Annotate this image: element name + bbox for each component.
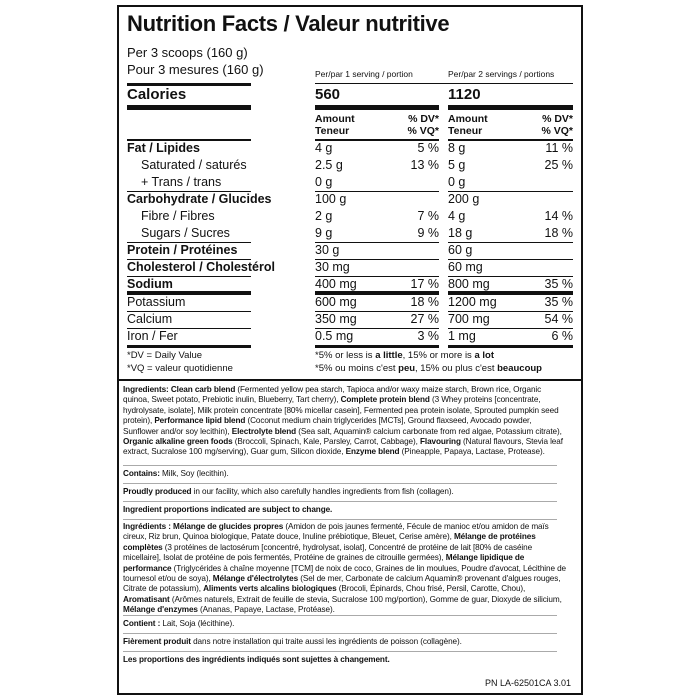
nutrient-label: Iron / Fer	[127, 329, 178, 343]
dv-1: 5 %	[417, 141, 439, 155]
nutrient-label: Fibre / Fibres	[141, 209, 215, 223]
amount-1: 2.5 g	[315, 158, 343, 172]
nutrient-label: Fat / Lipides	[127, 141, 200, 155]
amount-1: 100 g	[315, 192, 347, 206]
amount-1: 350 mg	[315, 312, 357, 326]
dv-header-1: % DV* % VQ*	[407, 113, 439, 137]
amount-2: 4 g	[448, 209, 466, 223]
serving-size-en: Per 3 scoops (160 g)	[127, 45, 248, 60]
amount-2: 60 g	[448, 243, 473, 257]
amount-1: 0.5 mg	[315, 329, 354, 343]
footnote-note-fr: *5% ou moins c'est peu, 15% ou plus c'est beaucoup	[315, 363, 542, 374]
col1-header: Per/par 1 serving / portion	[315, 69, 413, 79]
proudly-en: Proudly produced in our facility, which also carefully handles ingredients from fish (collagen).	[123, 487, 454, 496]
section-divider	[119, 379, 581, 381]
nutrient-label: Carbohydrate / Glucides	[127, 192, 272, 206]
dv-2: 54 %	[544, 312, 573, 326]
amount-2: 0 g	[448, 175, 466, 189]
rule-thick	[127, 345, 251, 348]
nutrient-label: Sugars / Sucres	[141, 226, 230, 240]
ingredients-fr: Ingrédients : Mélange de glucides propres (Amidon de pois jaunes fermenté, Fécule de manioc et/ou amidon de maïs cireux, Riz brun, Quinoa biologique, Patate douce, Inuline prébiotique, Bleuet, Cerise amère), Mélange de protéines complètes (3 protéines de lactosérum [concentré, hydrolysat, isolat], Concentré de protéine de lait [80% de caséine micellaire], Isolat de protéine de pois fermentés, Protéine de graines de citrouille germées), Mélange lipidique de performance (Triglycérides à chaîne moyenne [TCM] de noix de coco, Graines de lin moulues, Poudre d'avocat, Lécithine de tournesol et/ou de soya), Mélange d'électrolytes (Sel de mer, Carbonate de calcium Aquamin® provenant d'algues rouges, Citrate de potassium), Aliments verts alcalins biologiques (Brocoli, Épinards, Chou frisé, Persil, Carotte, Chou), Aromatisant (Arômes naturels, Extrait de feuille de stevia, Sucralose 100 mg/portion), Gomme de guar, Dioxyde de silicium, Mélange d'enzymes (Ananas, Papaye, Lactase, Protéase).	[123, 522, 566, 615]
proportions-en: Ingredient proportions indicated are subject to change.	[123, 505, 333, 514]
col2-header: Per/par 2 servings / portions	[448, 69, 555, 79]
dv-1: 7 %	[417, 209, 439, 223]
amount-1: 600 mg	[315, 295, 357, 309]
amount-2: 200 g	[448, 192, 480, 206]
dv-2: 11 %	[545, 141, 573, 155]
dv-1: 3 %	[417, 329, 439, 343]
dv-2: 35 %	[544, 277, 573, 291]
ingredients-en: Ingredients: Clean carb blend (Fermented yellow pea starch, Tapioca and/or waxy maize starch, Brown rice, Organic quinoa, Sweet potato, Prebiotic inulin, Blueberry, Tart cherry), Complete protein blend (3 Whey proteins [concentrate, hydrolysate, isolate], Milk protein concentrate [80% micellar casein], Fermented pea protein isolate, Sprouted pumpkin seed protein), Performance lipid blend (Coconut medium chain triglycerides [MCTs], Ground flaxseed, Avocado powder, Sunflower and/or soy lecithin), Electrolyte blend (Sea salt, Aquamin® calcium carbonate from red algae, Potassium citrate), Organic alkaline green foods (Broccoli, Spinach, Kale, Parsley, Carrot, Cabbage), Flavouring (Natural flavours, Stevia leaf extract, Sucralose 100 mg/serving), Guar gum, Silicon dioxide, Enzyme blend (Pineapple, Papaya, Lactase, Protease).	[123, 385, 563, 457]
serving-size-fr: Pour 3 mesures (160 g)	[127, 62, 264, 77]
footnote-note-en: *5% or less is a little, 15% or more is a lot	[315, 350, 494, 361]
nutrient-label: Cholesterol / Cholestérol	[127, 260, 275, 274]
amount-2: 800 mg	[448, 277, 490, 291]
amount-1: 400 mg	[315, 277, 357, 291]
rule-thick	[315, 105, 439, 110]
amount-2: 60 mg	[448, 260, 483, 274]
amount-2: 700 mg	[448, 312, 490, 326]
nutrient-label: Saturated / saturés	[141, 158, 247, 172]
separator	[123, 633, 557, 634]
dv-2: 25 %	[544, 158, 573, 172]
rule-thick	[315, 345, 439, 348]
nutrient-label: Sodium	[127, 277, 173, 291]
panel-title: Nutrition Facts / Valeur nutritive	[127, 11, 450, 36]
amount-1: 2 g	[315, 209, 333, 223]
amount-header-2: Amount Teneur	[448, 113, 488, 137]
amount-2: 1 mg	[448, 329, 476, 343]
nutrient-label: Protein / Protéines	[127, 243, 238, 257]
separator	[123, 519, 557, 520]
dv-2: 35 %	[544, 295, 573, 309]
rule-thick	[448, 105, 573, 110]
amount-1: 9 g	[315, 226, 333, 240]
dv-2: 18 %	[544, 226, 573, 240]
footnote-dv: *DV = Daily Value	[127, 350, 203, 361]
dv-1: 9 %	[417, 226, 439, 240]
amount-2: 1200 mg	[448, 295, 497, 309]
contient-fr: Contient : Lait, Soja (lécithine).	[123, 619, 235, 628]
product-code: PN LA-62501CA 3.01	[484, 678, 571, 688]
amount-1: 30 g	[315, 243, 340, 257]
amount-1: 0 g	[315, 175, 333, 189]
amount-1: 4 g	[315, 141, 333, 155]
dv-1: 13 %	[410, 158, 439, 172]
nutrition-panel	[117, 5, 583, 695]
rule-thick	[448, 345, 573, 348]
dv-2: 6 %	[551, 329, 573, 343]
amount-header-1: Amount Teneur	[315, 113, 355, 137]
rule-thin	[315, 83, 573, 84]
calories-value-1: 560	[315, 86, 341, 103]
footnote-vq: *VQ = valeur quotidienne	[127, 363, 233, 374]
dv-1: 18 %	[410, 295, 439, 309]
contains-en: Contains: Milk, Soy (lecithin).	[123, 469, 229, 478]
separator	[123, 483, 557, 484]
amount-2: 8 g	[448, 141, 466, 155]
separator	[123, 615, 557, 616]
calories-value-2: 1120	[448, 86, 481, 103]
nutrient-label: + Trans / trans	[141, 175, 222, 189]
dv-header-2: % DV* % VQ*	[541, 113, 573, 137]
amount-2: 5 g	[448, 158, 466, 172]
fierement-fr: Fièrement produit dans notre installation qui traite aussi les ingrédients de poisson (collagène).	[123, 637, 462, 646]
dv-1: 17 %	[410, 277, 439, 291]
separator	[123, 465, 557, 466]
nutrient-label: Calcium	[127, 312, 173, 326]
separator	[123, 501, 557, 502]
rule-thick	[127, 105, 251, 110]
dv-2: 14 %	[544, 209, 573, 223]
calories-label: Calories	[127, 86, 187, 103]
amount-2: 18 g	[448, 226, 473, 240]
proportions-fr: Les proportions des ingrédients indiqués sont sujettes à changement.	[123, 655, 390, 664]
dv-1: 27 %	[410, 312, 439, 326]
separator	[123, 651, 557, 652]
amount-1: 30 mg	[315, 260, 350, 274]
nutrient-label: Potassium	[127, 295, 186, 309]
